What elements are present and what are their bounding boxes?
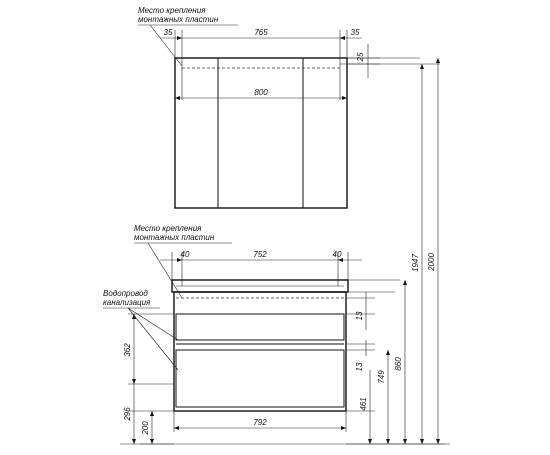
label-mounting-top-1: Место крепления (138, 6, 206, 15)
dim-h-13-upper: 13 (355, 311, 364, 321)
dim-top-width: 800 (254, 88, 268, 97)
dim-bottom-right-offset: 40 (332, 250, 342, 259)
dim-h-749: 749 (377, 370, 386, 384)
water-label (103, 289, 178, 370)
dim-top-span: 765 (254, 28, 268, 37)
dim-bottom-width: 792 (253, 418, 267, 427)
label-mounting-top-2: монтажных пластин (138, 15, 219, 24)
mounting-label-bottom (134, 224, 232, 298)
dim-top-left-offset: 35 (163, 28, 173, 37)
vanity-drawer-upper (176, 314, 344, 340)
vanity-cabinet (172, 280, 348, 411)
dim-top-right-offset: 35 (350, 28, 360, 37)
mirror-cabinet-body (175, 58, 347, 208)
dim-h-200: 200 (141, 421, 150, 435)
vertical-dimensions-right (346, 58, 445, 444)
dim-h-296: 296 (123, 407, 132, 421)
label-water-1: Водопровод (103, 289, 148, 298)
label-mounting-bottom-1: Место крепления (134, 224, 202, 233)
mounting-label-top (138, 6, 238, 66)
vanity-drawer-lower (176, 350, 344, 407)
dim-h-362: 362 (123, 343, 132, 357)
dim-h-13-lower: 13 (355, 362, 364, 372)
dim-bottom-left-offset: 40 (180, 250, 190, 259)
dim-h-860: 860 (394, 357, 403, 371)
dim-h-2000: 2000 (427, 253, 436, 271)
label-mounting-bottom-2: монтажных пластин (134, 233, 215, 242)
vanity-dimensions (160, 250, 362, 432)
vanity-body (174, 292, 346, 411)
dim-h-461: 461 (359, 397, 368, 411)
dim-bottom-span: 752 (253, 250, 267, 259)
dim-h-1947: 1947 (411, 254, 420, 272)
dim-top-height-offset: 25 (356, 52, 365, 62)
mirror-cabinet (175, 58, 347, 208)
label-water-2: канализация (103, 298, 151, 307)
